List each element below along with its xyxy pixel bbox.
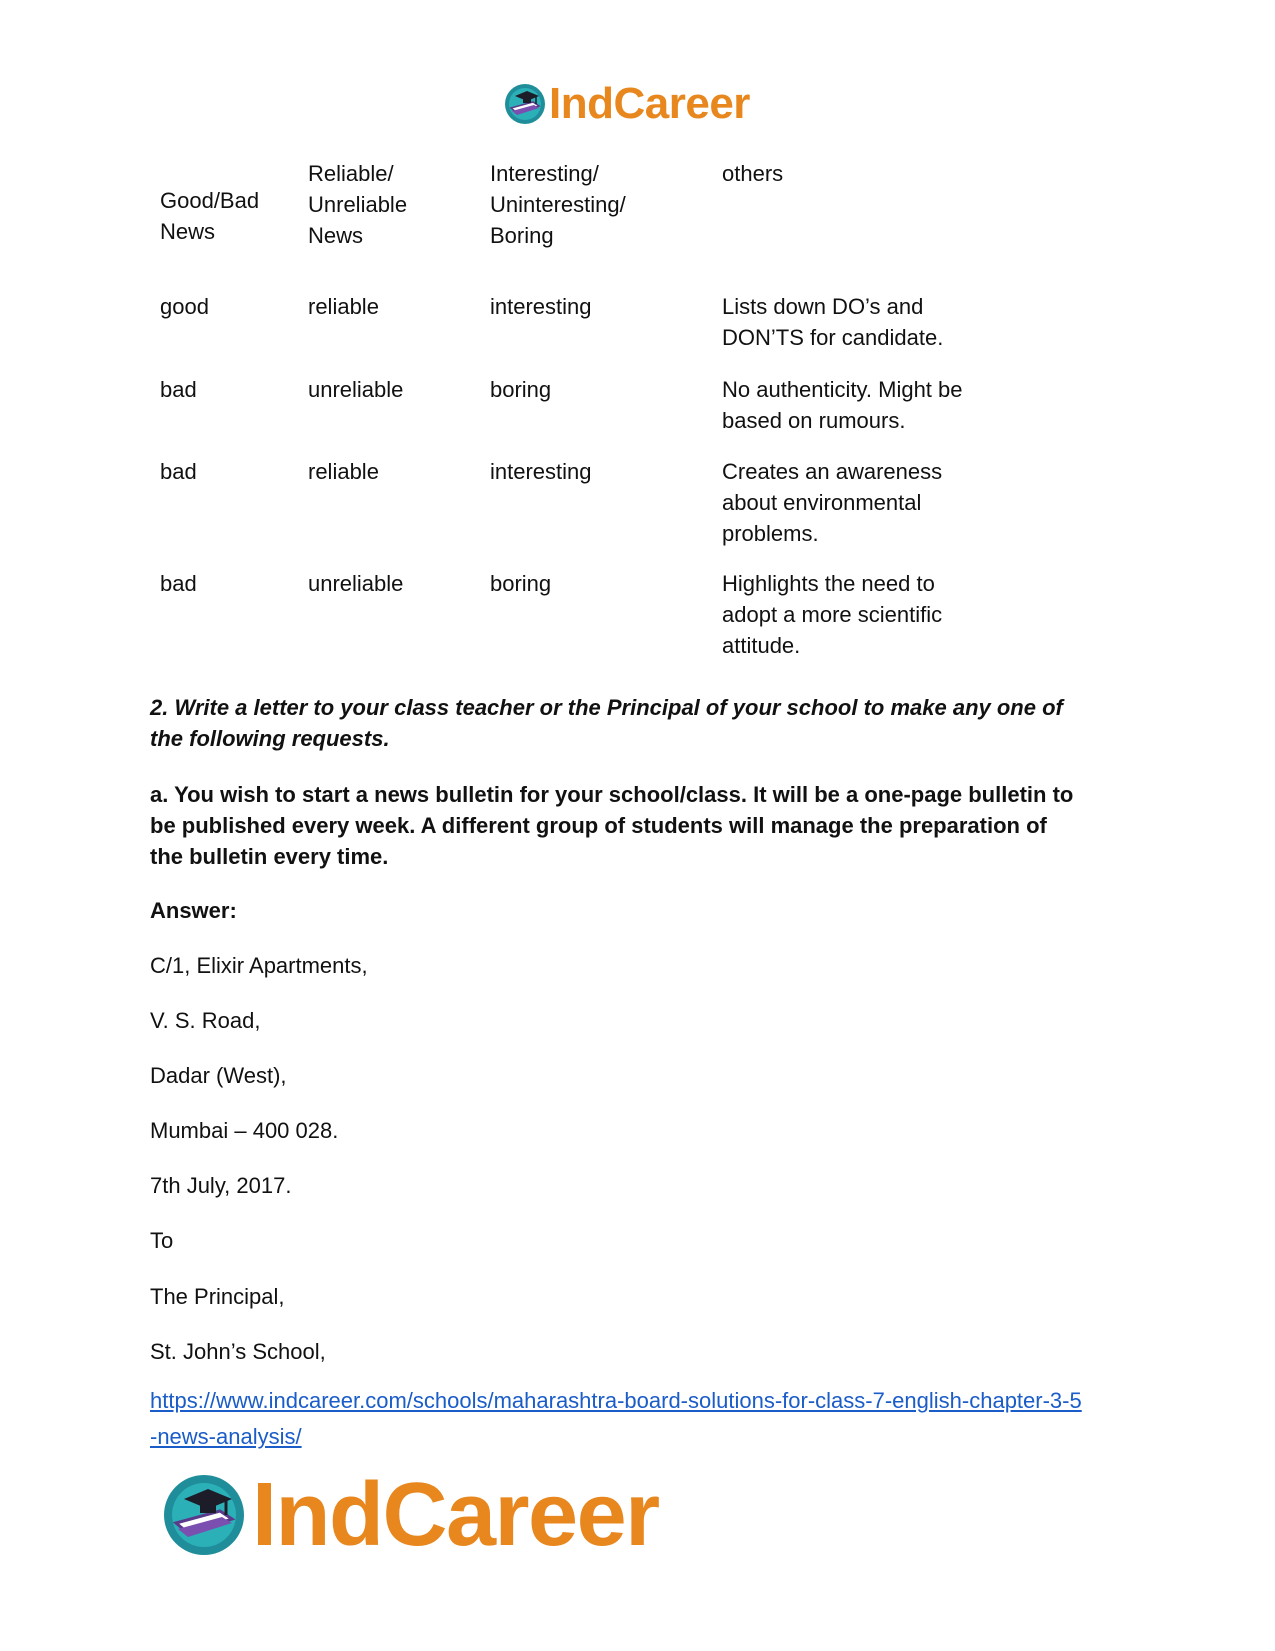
source-link[interactable]: https://www.indcareer.com/schools/maharashtra-board-solutions-for-class-7-english-chapter-3-5 -news-analysis/ xyxy=(150,1388,1082,1449)
letter-line-address-1: C/1, Elixir Apartments, xyxy=(150,953,368,978)
letter-line-school: St. John’s School, xyxy=(150,1339,326,1364)
question-2: 2. Write a letter to your class teacher or the Principal of your school to make any one of the following requests. xyxy=(150,695,1063,751)
news-analysis-table xyxy=(160,158,1000,658)
header-good-bad: Good/Bad News xyxy=(160,188,260,244)
cell-others: No authenticity. Might be based on rumours. xyxy=(722,377,963,433)
letter-line-date: 7th July, 2017. xyxy=(150,1173,292,1198)
cell-interesting: boring xyxy=(490,377,552,402)
letter-line-address-3: Dadar (West), xyxy=(150,1063,287,1088)
question-a: a. You wish to start a news bulletin for your school/class. It will be a one-page bulletin to be published every week. A different group of students will manage the preparation of the bulletin every time. xyxy=(150,782,1074,869)
letter-line-recipient: The Principal, xyxy=(150,1284,285,1309)
header-interesting: Interesting/ Uninteresting/ Boring xyxy=(490,161,626,248)
graduation-book-icon xyxy=(160,1471,248,1559)
cell-interesting: interesting xyxy=(490,459,592,484)
table-header-row xyxy=(160,158,1000,280)
cell-others: Creates an awareness about environmental problems. xyxy=(722,459,943,546)
cell-reliable: unreliable xyxy=(308,571,404,596)
cell-good-bad: good xyxy=(160,294,209,319)
header-reliable: Reliable/ Unreliable News xyxy=(308,161,408,248)
answer-label: Answer: xyxy=(150,898,237,923)
letter-line-to: To xyxy=(150,1228,174,1253)
header-others: others xyxy=(722,161,784,186)
brand-name: IndCareer xyxy=(252,1465,659,1565)
cell-reliable: reliable xyxy=(308,459,379,484)
letter-line-address-2: V. S. Road, xyxy=(150,1008,261,1033)
cell-others: Lists down DO’s and DON’TS for candidate. xyxy=(722,294,944,350)
cell-others: Highlights the need to adopt a more scientific attitude. xyxy=(722,571,943,658)
cell-reliable: unreliable xyxy=(308,377,404,402)
cell-good-bad: bad xyxy=(160,377,197,402)
cell-good-bad: bad xyxy=(160,571,197,596)
cell-interesting: boring xyxy=(490,571,552,596)
cell-good-bad: bad xyxy=(160,459,197,484)
footer-logo xyxy=(160,1465,659,1565)
header-logo xyxy=(503,79,750,128)
brand-name: IndCareer xyxy=(549,79,750,128)
letter-line-address-4: Mumbai – 400 028. xyxy=(150,1118,339,1143)
cell-reliable: reliable xyxy=(308,294,379,319)
cell-interesting: interesting xyxy=(490,294,592,319)
graduation-book-icon xyxy=(503,82,547,126)
